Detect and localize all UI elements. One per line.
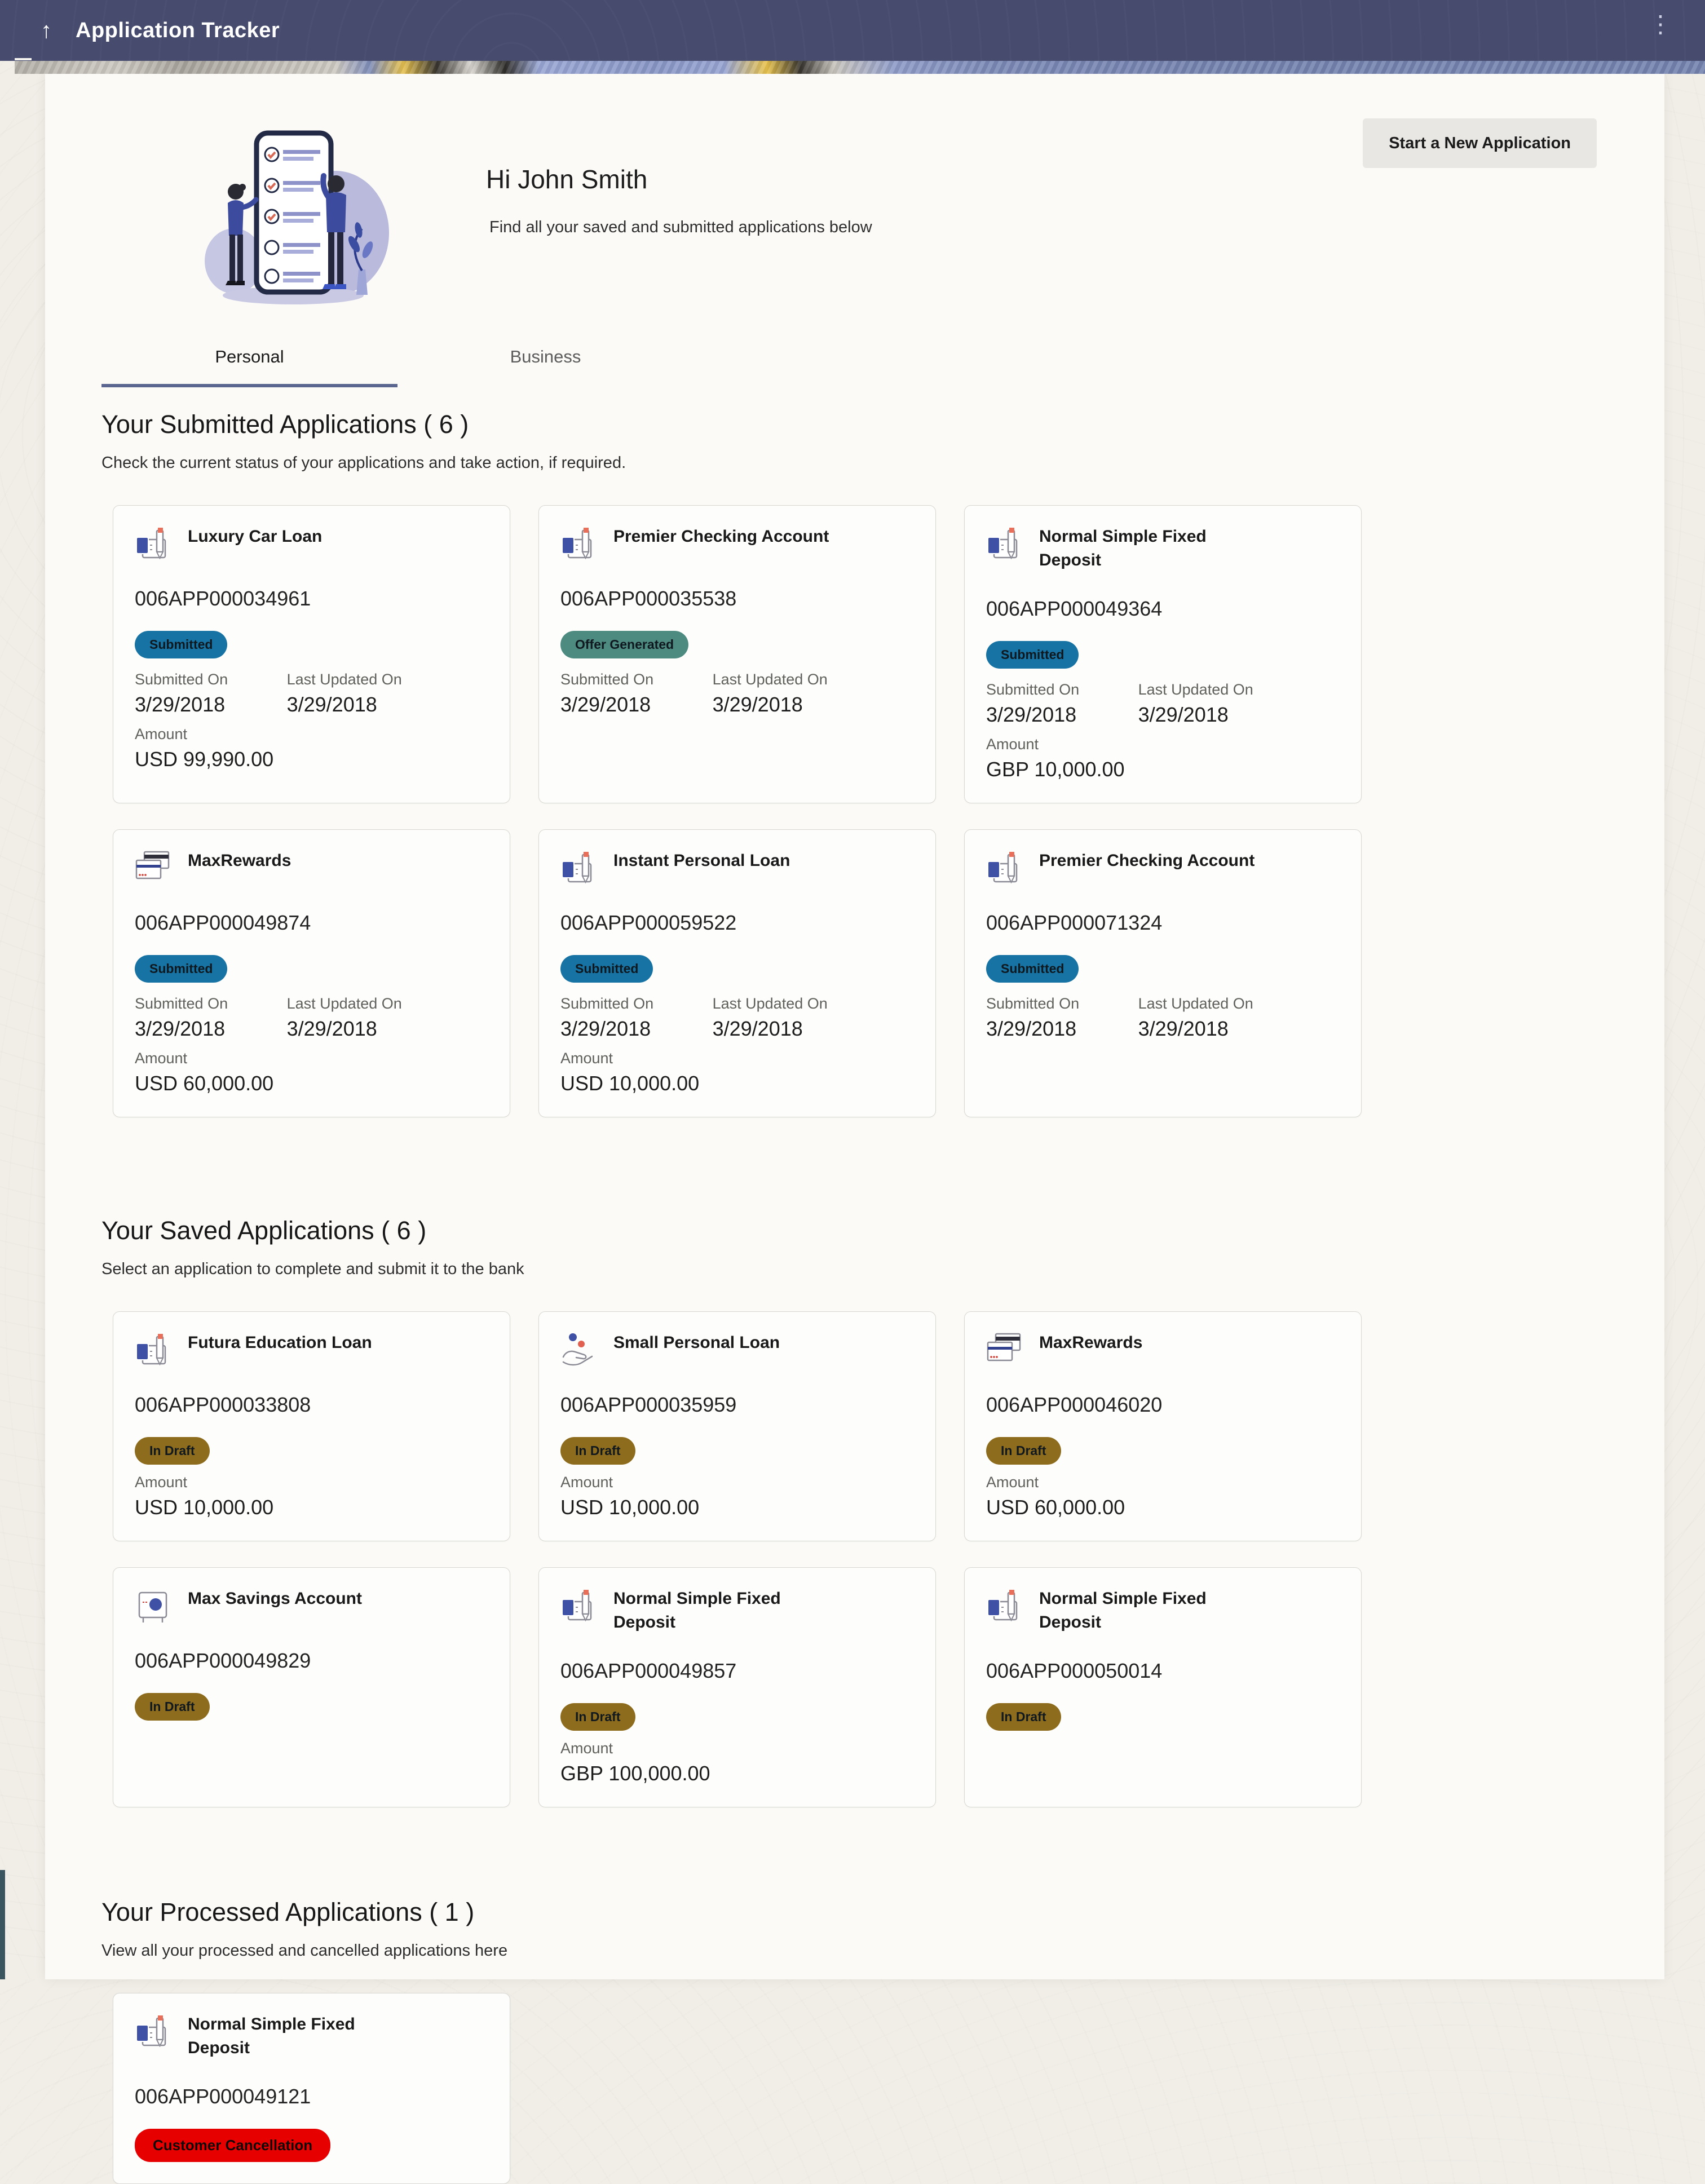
card-title: MaxRewards	[188, 851, 291, 870]
card-title: Premier Checking Account	[613, 527, 829, 546]
application-card[interactable]	[964, 505, 1362, 803]
last-updated-on-label: Last Updated On	[286, 995, 402, 1012]
amount-value: USD 10,000.00	[560, 1072, 700, 1095]
card-title: Small Personal Loan	[613, 1333, 780, 1352]
card-title: Instant Personal Loan	[613, 851, 790, 870]
hand-coins-icon	[560, 1332, 597, 1368]
amount-label: Amount	[560, 1474, 613, 1491]
application-form-icon	[135, 2014, 171, 2050]
status-badge: In Draft	[986, 1437, 1061, 1465]
card-title: Normal Simple Fixed Deposit	[1039, 1589, 1207, 1632]
status-badge: Customer Cancellation	[135, 2129, 330, 2162]
amount-label: Amount	[135, 1474, 188, 1491]
amount-label: Amount	[135, 1050, 188, 1067]
application-card[interactable]	[964, 1567, 1362, 1807]
hero-subtitle: Find all your saved and submitted applications below	[489, 218, 872, 236]
content-panel	[45, 74, 1664, 2154]
submitted-on-label: Submitted On	[135, 671, 228, 688]
application-card[interactable]	[113, 1993, 510, 2184]
header-indicator-dash	[15, 58, 32, 60]
credit-card-icon	[135, 850, 171, 886]
dates-row	[135, 671, 488, 717]
saved-cards-grid	[113, 1311, 1608, 1807]
last-updated-on-value: 3/29/2018	[286, 693, 377, 716]
last-updated-on-value: 3/29/2018	[712, 1017, 803, 1040]
amount-value: GBP 10,000.00	[986, 758, 1125, 781]
last-updated-on-label: Last Updated On	[712, 671, 828, 688]
card-title: MaxRewards	[1039, 1333, 1143, 1352]
application-reference: 006APP000050014	[986, 1659, 1163, 1682]
last-updated-on-label: Last Updated On	[712, 995, 828, 1012]
processed-cards-grid	[113, 1993, 1608, 2184]
last-updated-on-label: Last Updated On	[1138, 995, 1253, 1012]
dates-row	[560, 671, 914, 717]
checklist-people-illustration	[203, 129, 389, 309]
card-title: Futura Education Loan	[188, 1333, 372, 1352]
amount-value: USD 60,000.00	[135, 1072, 274, 1095]
application-reference: 006APP000035959	[560, 1393, 737, 1416]
application-reference: 006APP000049121	[135, 2085, 311, 2108]
status-badge: In Draft	[560, 1437, 635, 1465]
app-header	[0, 0, 1705, 61]
application-form-icon	[986, 1588, 1022, 1624]
status-badge: Offer Generated	[560, 631, 688, 658]
decorative-banner	[15, 61, 1705, 74]
card-title: Normal Simple Fixed Deposit	[1039, 527, 1207, 569]
credit-card-icon	[986, 1332, 1022, 1368]
amount-value: USD 10,000.00	[560, 1496, 700, 1519]
dates-row	[986, 681, 1340, 727]
processed-section-title: Your Processed Applications ( 1 )	[101, 1898, 475, 1926]
card-title: Normal Simple Fixed Deposit	[188, 2015, 355, 2057]
amount-value: GBP 100,000.00	[560, 1762, 710, 1785]
submitted-on-value: 3/29/2018	[135, 693, 226, 716]
application-card[interactable]	[538, 1311, 936, 1541]
application-reference: 006APP000049857	[560, 1659, 737, 1682]
application-form-icon	[560, 1588, 597, 1624]
application-card[interactable]	[538, 1567, 936, 1807]
saved-section	[101, 1216, 1608, 1807]
amount-value: USD 99,990.00	[135, 748, 274, 771]
card-title: Luxury Car Loan	[188, 527, 323, 546]
start-new-application-button[interactable]: Start a New Application	[1363, 118, 1597, 168]
application-reference: 006APP000049364	[986, 597, 1163, 620]
page-title: Application Tracker	[76, 18, 280, 42]
card-title: Max Savings Account	[188, 1589, 362, 1608]
card-title: Premier Checking Account	[1039, 851, 1255, 870]
status-badge: In Draft	[135, 1437, 210, 1465]
submitted-on-value: 3/29/2018	[986, 703, 1077, 726]
saved-section-subtitle: Select an application to complete and submit it to the bank	[101, 1260, 524, 1278]
submitted-section-title: Your Submitted Applications ( 6 )	[101, 410, 469, 439]
greeting: Hi John Smith	[486, 165, 648, 194]
application-reference: 006APP000035538	[560, 587, 737, 610]
submitted-on-label: Submitted On	[560, 995, 654, 1012]
application-reference: 006APP000071324	[986, 911, 1163, 934]
application-reference: 006APP000059522	[560, 911, 737, 934]
submitted-on-value: 3/29/2018	[560, 693, 651, 716]
application-form-icon	[135, 526, 171, 562]
status-badge: Submitted	[135, 955, 227, 983]
application-card[interactable]	[538, 505, 936, 803]
submitted-on-label: Submitted On	[986, 681, 1080, 698]
submitted-cards-grid	[113, 505, 1608, 1117]
application-reference: 006APP000034961	[135, 587, 311, 610]
status-badge: Submitted	[560, 955, 653, 983]
submitted-section	[101, 410, 1608, 1117]
application-reference: 006APP000049829	[135, 1649, 311, 1672]
tab-personal[interactable]: Personal	[101, 339, 397, 387]
kebab-menu-icon[interactable]: ⋮	[1649, 11, 1672, 37]
application-form-icon	[560, 526, 597, 562]
edge-fragment	[0, 1870, 5, 1979]
submitted-on-value: 3/29/2018	[986, 1017, 1077, 1040]
card-title: Normal Simple Fixed Deposit	[613, 1589, 781, 1632]
application-form-icon	[135, 1332, 171, 1368]
status-badge: In Draft	[986, 1703, 1061, 1731]
dates-row	[986, 995, 1340, 1041]
status-badge: Submitted	[986, 955, 1079, 983]
application-card[interactable]	[113, 829, 510, 1117]
application-form-icon	[986, 850, 1022, 886]
saved-section-title: Your Saved Applications ( 6 )	[101, 1216, 427, 1245]
submitted-on-label: Submitted On	[986, 995, 1080, 1012]
application-form-icon	[986, 526, 1022, 562]
status-badge: Submitted	[986, 641, 1079, 669]
submitted-on-value: 3/29/2018	[135, 1017, 226, 1040]
amount-value: USD 10,000.00	[135, 1496, 274, 1519]
status-badge: Submitted	[135, 631, 227, 658]
application-reference: 006APP000033808	[135, 1393, 311, 1416]
tab-business[interactable]: Business	[510, 347, 581, 366]
status-badge: In Draft	[135, 1693, 210, 1721]
last-updated-on-value: 3/29/2018	[1138, 1017, 1229, 1040]
application-reference: 006APP000046020	[986, 1393, 1163, 1416]
submitted-section-subtitle: Check the current status of your applications and take action, if required.	[101, 454, 626, 472]
tabs	[101, 339, 1608, 387]
application-form-icon	[560, 850, 597, 886]
amount-label: Amount	[135, 726, 188, 742]
last-updated-on-label: Last Updated On	[1138, 681, 1253, 698]
amount-value: USD 60,000.00	[986, 1496, 1125, 1519]
status-badge: In Draft	[560, 1703, 635, 1731]
back-arrow-icon[interactable]: ↑	[41, 18, 52, 43]
processed-section-subtitle: View all your processed and cancelled applications here	[101, 1942, 508, 1960]
hero-section	[101, 74, 1608, 313]
last-updated-on-value: 3/29/2018	[1138, 703, 1229, 726]
application-card[interactable]	[964, 829, 1362, 1117]
dates-row	[560, 995, 914, 1041]
application-reference: 006APP000049874	[135, 911, 311, 934]
last-updated-on-value: 3/29/2018	[712, 693, 803, 716]
amount-label: Amount	[986, 1474, 1039, 1491]
application-card[interactable]	[964, 1311, 1362, 1541]
submitted-on-label: Submitted On	[135, 995, 228, 1012]
savings-box-icon	[135, 1588, 171, 1624]
submitted-on-value: 3/29/2018	[560, 1017, 651, 1040]
amount-label: Amount	[986, 736, 1039, 753]
application-card[interactable]	[113, 1311, 510, 1541]
dates-row	[135, 995, 488, 1041]
application-card[interactable]	[113, 505, 510, 803]
processed-section	[101, 1898, 1608, 2184]
application-card[interactable]	[113, 1567, 510, 1807]
submitted-on-label: Submitted On	[560, 671, 654, 688]
application-card[interactable]	[538, 829, 936, 1117]
last-updated-on-value: 3/29/2018	[286, 1017, 377, 1040]
amount-label: Amount	[560, 1740, 613, 1757]
last-updated-on-label: Last Updated On	[286, 671, 402, 688]
amount-label: Amount	[560, 1050, 613, 1067]
